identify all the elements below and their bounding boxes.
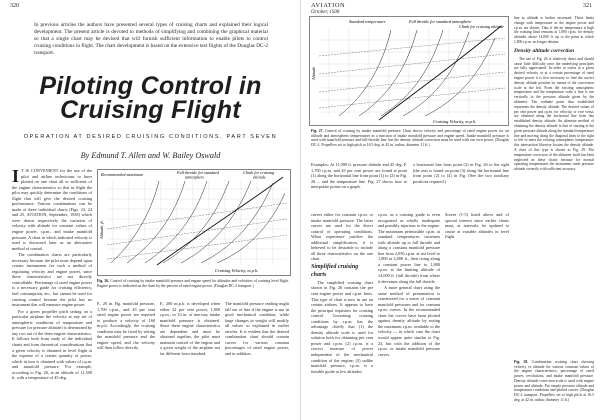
article-title [0, 74, 301, 122]
page-number-left: 320 [10, 3, 19, 9]
running-header [311, 3, 345, 16]
fig-27-label-mid: Full throttle for standard atmosphere [409, 19, 472, 24]
page-number-right: 321 [583, 3, 592, 9]
magazine-name: AVIATION [311, 2, 346, 9]
col1-paragraph-1: I T IS CONVENIENT for the use of the pilot and airline technicians to have plotted on one chart all or sufficient of the engine characteristics so that in flight the pilot may quickly determine the conditions of flight that will give the desired cruising performance. Various combinations can be made of three individual charts (Figs. 23, 24 and 25, AVIATION, September, 1938) which were drawn respectively the variation of velocity with altitude for constant values of engine power, r.p.m., and intake manifold pressure. A chart in which indicated velocity is used is discussed later as an alternative method of control. [12, 168, 92, 251]
fig-28-caption: Fig. 28. Combination cruising chart showing velocity vs altitude for various constant values of the engine characteristics, percentage of rated power, revolutions, and intake manifold pressure. Density altitude correction scale is used with engine power and altitude. For simple pressure altitude and temperature conditions and plotted curves. (Douglas DC-2 transport. Propellers set to high pitch at 16.5 deg. at 42 in. radius; diameter 11 ft.) [514, 360, 595, 402]
intro-paragraph: In previous articles the authors have presented several types of cruising charts and explained their logical development. The present article is devoted to methods of simplifying and combining the graphical material so that a single chart may be devised that will furnish sufficient information to enable pilots to control cruising conditions in flight. The chart development is based on the extensive test flights of the Douglas DC-2 transport. [34, 22, 268, 57]
left-column-1 [12, 168, 92, 418]
drop-cap: I [12, 168, 20, 186]
fig-26-label-right: Climb for cruising [243, 170, 274, 175]
fig-26-label-mid: Full throttle for standard [177, 170, 219, 175]
fig-27-caption: Fig. 27. Control of cruising by intake manifold pressure. Chart shows velocity and percentage of rated engine power for air altitude and atmospheric temperatures as a function of intake manifold pressure and engine speed. Intake manifold pressure is used with manifold pressure and full-throttle line, but the density altitude correction must be used with our own power. (Douglas DC-2. Propellers set to high pitch at 16.5 deg. at 42 in. radius; diameter 11 ft.) [311, 129, 509, 148]
right-side-column: line as altitude is further increased. These limits change with temperature as the engine power and r.p.m. are shown. Thus if the air temperature is high the cruising limit remains at 1,800 r.p.m. for density altitudes above 14,000 ft. up to the point at which 1,800 r.p.m. no longer obtains. Density altitude correction The use of Fig. 26 is relatively direct and should cause little difficulty once the underlying principles are fully appreciated. In order to cruise at a given desired velocity or at a certain percentage of rated engine power it is first necessary to find the correct density altitude position by means of the conversion scale at the left. From the existing atmospheric temperature and the temperature scale a line is run vertically to the pressure altitude given by the altimeter. The ordinate point thus established represents the density altitude. The desired values of per cent power and r.p.m. for velocity, or vice versa, are obtained along the horizontal line from this established density altitude. An alternate method of obtaining the density altitude is that of starting at the given pressure altitude along the standard temperature line and moving along the diagonal lines to the right or left to meet the existing atmospheric temperature; this intersection likewise locates the density altitude. A chart of this type is shown as Fig. 29. The temperature correction of the altimeter itself has been neglected in these charts because for normal operating temperatures the instrument reads pressure altitude correctly with sufficient accuracy. [514, 16, 594, 172]
article-subtitle: OPERATION AT DESIRED CRUISING CONDITIONS, PART SEVEN [23, 134, 278, 140]
density-heading: Density altitude correction [514, 47, 575, 54]
fig-26-label-left: Recommended maximum [101, 172, 143, 177]
issue-date: October, 1938 [311, 9, 340, 15]
left-column-3: F., 200 m.p.h. is developed when either 22 per cent power, 1,800 r.p.m., or 33 in. of mercury intake manifold pressure is obtained. Since these engine characteristics are dependent and must be obtained together, the pilot must maintain control of the engine and a given weight of the airplane not far different from standard. [160, 301, 220, 356]
fig-26-caption: Fig. 26. Control of cruising by intake manifold pressure and engine speed for altitudes and velocities of cruising level flight. Engine power is indicated on the chart by the percent of rated engine power. (Douglas DC-2 transport.) [97, 279, 289, 288]
left-column-4: The manifold pressure reading might fall out of line if the engine is not in good mechanical condition, while large changes in weight will modify all values so explained in earlier articles. It is evident that the desired combination chart should contain curves for various constant percentages of rated engine power, and in addition. [225, 301, 289, 356]
left-column-2: F., 20 in. Hg. manifold pressure, 1,700 r.p.m., and 45 per cent rated engine power are required to produce a velocity of 160 m.p.h. Accordingly, the cruising condition may be fixed by setting the manifold pressure and the engine speed, and the velocity will then follow directly. [97, 301, 155, 351]
fig-26-x-axis-label: Cruising Velocity, m.p.h. [215, 268, 259, 273]
fig-26-chart [97, 169, 291, 276]
fig-27-x-axis-label: Cruising Velocity, m.p.h. [433, 119, 477, 124]
fig-27-y-axis-label: Altitude [311, 66, 316, 80]
right-page [301, 0, 602, 420]
fig-27-label-right: Climb for cruising altitude [459, 24, 504, 29]
article-title-line-2: Cruising Flight [60, 96, 241, 124]
article-title-line-1: Piloting Control in [39, 72, 262, 100]
fig-26-label-mid-2: atmosphere [185, 174, 205, 180]
fig-26-y-axis-label: Altitude, ft. [99, 220, 104, 239]
fig-26-label-right-2: altitude [253, 174, 266, 180]
byline: By Edmund T. Allen and W. Bailey Oswald [80, 151, 221, 160]
col1-paragraph-2: The combination charts are particularly necessary because the pilot must depend upon certain instruments for such a method of regulating velocity and engine power, since these characteristics are not directly controllable. Percentage of rated engine power is a necessary guide for cruising efficiency, fuel consumption, etc., but cannot be used for cruising control because the pilot has no instrument that will measure engine power. [12, 252, 92, 308]
right-lower-column-1: curves either for constant r.p.m. or intake manifold pressure. The latter curves are used for the direct control of operating conditions. When experience justifies the additional simplification, it is believed to be desirable to include all three characteristics on the one chart. Simplified cruising charts The simplified cruising chart shown in Fig. 26 contains the per cent engine power and r.p.m. lines. This type of chart is now in use on certain airlines. It appears to have the principal requisites for cruising control. Governing cruising conditions by r.p.m. has the advantage chiefly that (1) the density altitude scale is used for solution both for obtaining per cent power and r.p.m. (2) r.p.m. is a correct measure of power independent of the mechanical condition of the engine; (3) unlike manifold pressure, r.p.m. is a feasible guide at low altitudes. [311, 212, 373, 374]
right-lower-column-2: r.p.m. as a cruising guide is even recognized as wholly inadequate and possibly injurious to the engine. The maximum permissible r.p.m. at standard temperatures increases with altitude up to full throttle and along a constant manifold pressure line from 2,050 r.p.m. at sea level to 1,800 at 4,000 ft., then rising along a constant power line to 1,800 r.p.m. at the limiting altitude of 14,000 ft. (full throttle) from where it decreases along the full throttle A more general chart using the same method of presentation is constructed for a series of constant manifold pressures and for constant r.p.m. curves. In the recommended chart the curves have been plotted against density altitude by noting the maximum r.p.m. available to the velocity — in which case the chart would appear quite similar to Fig. 23, but with the addition of the r.p.m. or intake manifold pressure curves. [378, 212, 440, 357]
right-lower-column-3: Scores (1-5) listed above and of special interest since earlier charts must, at intervals, be updated to cruise at variable altitudes in level flight. [445, 212, 509, 240]
fig-27-label-left: Standard temperature [349, 19, 386, 24]
right-mid-column-1: Examples: At 11,000 ft. pressure altitude and 45 deg. F. 1,700 r.p.m. and 45 per cent power are found at point (1) along the horizontal line from point (1) to (2) in Fig. 26 ... and the temperature line. Fig. 27 shows how to interpolate points on a graph. [311, 162, 407, 190]
simplified-heading: Simplified cruising charts [311, 263, 359, 278]
right-mid-column-2: a horizontal line from point (2) in Fig. 26 to the right (the axis is found on point (3) along the horizontal line from point (2) to (4) in Fig. (See the two auxiliary positions required.) [413, 162, 509, 184]
fig-27-chart [309, 16, 509, 126]
col1-paragraph-3: For a given propeller pitch setting on a particular airplane the velocity at any set of atmospheric conditions of temperature and pressure (or pressure altitude) is determined by any two out of the three engine characteristics. It follows both from study of the individual charts and from theoretical considerations that a given velocity is obtained in level flight at the expense of a certain quantity of power, which in turn is obtained with values of r.p.m. and manifold pressure. For example, according to Fig. 26, at an altitude of 11,500 ft. with a temperature of 45 deg. [12, 308, 92, 381]
